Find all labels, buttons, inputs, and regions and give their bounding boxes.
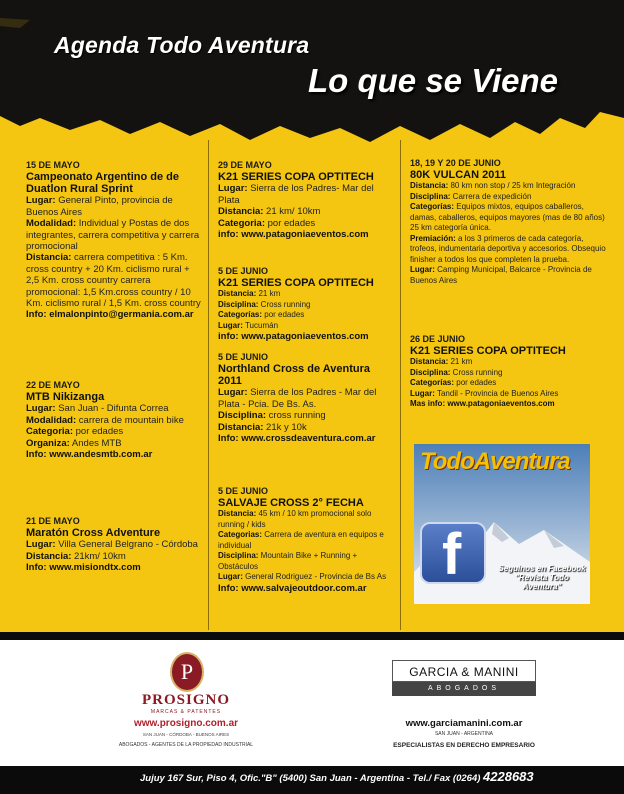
magazine-logo: TodoAventura [420, 448, 570, 475]
event-title: Northland Cross de Aventura 2011 [218, 363, 370, 388]
event-date: 22 DE MAYO [26, 380, 80, 390]
event-place: Lugar: General Pinto, provincia de Buenos Aires [26, 195, 173, 218]
prosigno-tagline: MARCAS & PATENTES [150, 709, 222, 715]
garcia-manini-url[interactable]: www.garciamanini.com.ar [405, 718, 523, 729]
event-k21-mardelplata [218, 160, 396, 240]
prosigno-logo-icon: P [170, 652, 204, 692]
agenda-subtitle: Lo que se Viene [308, 62, 559, 99]
event-title: K21 SERIES COPA OPTITECH [218, 277, 374, 290]
event-distance: Distancia: 80 km non stop / 25 km Integración [410, 181, 576, 191]
event-date: 29 DE MAYO [218, 160, 272, 170]
event-discipline: Disciplina: cross running [218, 410, 326, 422]
event-place: Lugar: Sierra de los Padres- Mar del Plata [218, 183, 374, 206]
event-k21-tucuman [218, 266, 396, 343]
event-distance: Distancia: 21 km/ 10km [218, 206, 321, 218]
event-category: Categorias: Carrera de aventura en equipos e individual [218, 530, 384, 550]
event-info: info: www.patagoniaeventos.com [218, 229, 369, 241]
event-discipline: Disciplina: Cross running [410, 367, 503, 377]
event-place: Lugar: Villa General Belgrano - Córdoba [26, 539, 198, 551]
event-info: Info: elmalonpinto@germania.com.ar [26, 309, 194, 321]
event-salvaje-cross [218, 486, 396, 594]
column-1 [26, 148, 202, 632]
event-date: 21 DE MAYO [26, 516, 80, 526]
event-northland [218, 352, 396, 444]
footer-address: Jujuy 167 Sur, Piso 4, Ofic."B" (5400) San Juan - Argentina - Tel./ Fax (0264) 4228683 [140, 769, 534, 784]
event-discipline: Disciplina: Cross running [218, 299, 311, 309]
garcia-manini-city: SAN JUAN - ARGENTINA [434, 731, 494, 737]
event-discipline: Disciplina: Mountain Bike + Running + Obstáculos [218, 551, 358, 571]
event-distance: Distancia: 21km/ 10km [26, 550, 126, 562]
footer-phone: 4228683 [483, 769, 534, 784]
header [0, 0, 624, 150]
event-category: Categorías: Equipos mixtos, equipos caballeros, damas, caballeros, equipos mayores (mas de 80 años) 25 km categoría única. [410, 202, 605, 233]
event-title: Maratón Cross Adventure [26, 527, 161, 540]
prosigno-name: PROSIGNO [141, 692, 230, 708]
event-place: Lugar: General Rodriguez - Provincia de Bs As [218, 572, 387, 582]
column-2 [218, 148, 396, 632]
event-maraton [26, 516, 202, 574]
event-prize: Premiación: a los 3 primeros de cada categoría, trofeos, indumentaria deportiva y accesorios. Obsequio finisher a todos los que completen la prueba. [410, 233, 606, 264]
event-distance: Distancia: carrera competitiva : 5 Km. cross country + 20 Km. ciclismo rural + 2,5 Km. cross country carrera promocional: 1,5 Km.cross country / 10 Km. ciclismo rural / 1,5 Km. cross country [26, 252, 201, 310]
garcia-manini-description: ESPECIALISTAS EN DERECHO EMPRESARIO [393, 742, 535, 749]
event-distance: Distancia: 21 km [410, 357, 473, 367]
event-date: 26 DE JUNIO [410, 334, 466, 344]
event-nikizanga [26, 380, 202, 460]
event-title: Campeonato Argentino de de Duatlon Rural Sprint [26, 171, 179, 196]
event-mode: Modalidad: carrera de mountain bike [26, 414, 184, 426]
event-k21-tandil [410, 334, 606, 410]
event-title: K21 SERIES COPA OPTITECH [218, 171, 374, 184]
prosigno-ad[interactable] [120, 648, 252, 764]
event-date: 5 DE JUNIO [218, 352, 269, 362]
event-info: Info: www.misiondtx.com [26, 562, 141, 574]
sponsors-panel [0, 640, 624, 766]
event-place: Lugar: Camping Municipal, Balcarce - Provincia de Buenos Aires [410, 265, 592, 285]
facebook-icon[interactable]: f [420, 522, 486, 584]
prosigno-url[interactable]: www.prosigno.com.ar [133, 718, 239, 729]
event-duatlon [26, 160, 202, 321]
prosigno-description: ABOGADOS - AGENTES DE LA PROPIEDAD INDUSTRIAL [118, 742, 254, 748]
event-place: Lugar: Sierra de los Padres - Mar del Plata - Pcia. De Bs. As. [218, 387, 377, 410]
event-info: Mas info: www.patagoniaeventos.com [410, 399, 555, 409]
event-info: Info: www.salvajeoutdoor.com.ar [218, 582, 367, 594]
event-date: 18, 19 Y 20 DE JUNIO [410, 158, 501, 168]
prosigno-cities: SAN JUAN - CÓRDOBA - BUENOS AIRES [142, 732, 230, 737]
footer [0, 632, 624, 794]
event-category: Categoria: por edades [26, 426, 124, 438]
column-divider [208, 140, 209, 630]
event-info: Info: www.crossdeaventura.com.ar [218, 433, 376, 445]
magazine-cover-image[interactable] [414, 444, 590, 604]
event-title: MTB Nikizanga [26, 391, 105, 404]
event-discipline: Disciplina: Carrera de expedición [410, 191, 532, 201]
garcia-manini-tagline: ABOGADOS [392, 682, 536, 696]
event-category: Categoria: por edades [218, 217, 316, 229]
event-title: 80K VULCAN 2011 [410, 169, 506, 182]
event-distance: Distancia: 45 km / 10 km promocional solo running / kids [218, 509, 372, 529]
event-organizer: Organiza: Andes MTB [26, 437, 122, 449]
event-date: 5 DE JUNIO [218, 266, 269, 276]
event-distance: Distancia: 21k y 10k [218, 421, 307, 433]
event-title: K21 SERIES COPA OPTITECH [410, 345, 566, 358]
event-vulcan [410, 158, 606, 286]
event-info: Info: www.andesmtb.com.ar [26, 449, 153, 461]
event-category: Categorías: por edades [218, 310, 305, 320]
garcia-manini-ad[interactable] [392, 660, 536, 764]
event-place: Lugar: San Juan - Difunta Correa [26, 403, 169, 415]
event-place: Lugar: Tucumán [218, 320, 279, 330]
event-title: SALVAJE CROSS 2° FECHA [218, 497, 364, 510]
event-date: 5 DE JUNIO [218, 486, 269, 496]
garcia-manini-name: GARCIA & MANINI [392, 660, 536, 682]
event-place: Lugar: Tandil - Provincia de Buenos Aires [410, 388, 559, 398]
event-date: 15 DE MAYO [26, 160, 80, 170]
facebook-caption[interactable]: Seguinos en Facebook "Revista Todo Aventura" [498, 564, 586, 591]
event-category: Categorías: por edades [410, 378, 497, 388]
event-info: info: www.patagoniaeventos.com [218, 331, 369, 343]
event-mode: Modalidad: Individual y Postas de dos integrantes, carrera competitiva y carrera promocional [26, 218, 200, 253]
agenda-title: Agenda Todo Aventura [54, 32, 310, 58]
event-distance: Distancia: 21 km [218, 289, 281, 299]
column-divider [400, 140, 401, 630]
